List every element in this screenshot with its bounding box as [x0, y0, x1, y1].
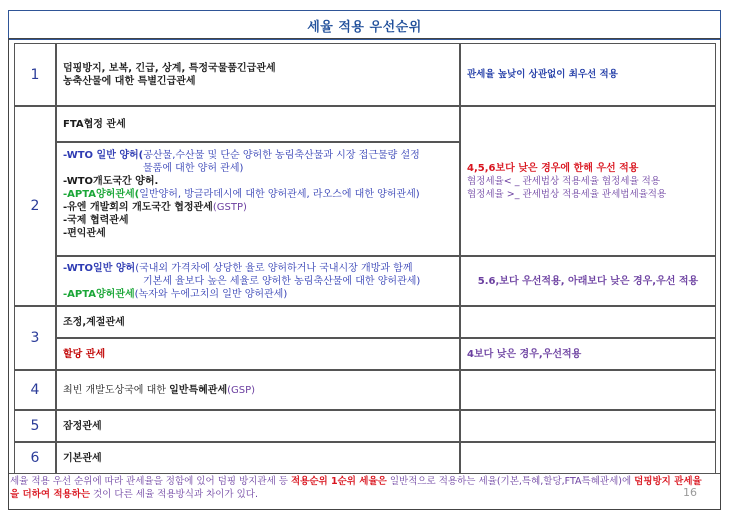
- wto-b-desc2: 기본세 율보다 높은 세율로 양허한 농림축산물에 대한 양허관세): [143, 275, 421, 287]
- un-conference: -유엔 개발회의 개도국간 협정관세: [63, 202, 213, 213]
- apta-b-prefix: -APTA양허관세: [63, 288, 135, 300]
- page-number: 16: [683, 486, 697, 499]
- page-title-box: [8, 10, 721, 40]
- row2-right-a-line1: 4,5,6보다 낮은 경우에 한해 우선 적용: [467, 162, 639, 174]
- priority-table: [8, 38, 721, 510]
- row4-post: (GSP): [227, 384, 256, 396]
- row2-right-b-text: 5.6,보다 우선적용, 아래보다 낮은 경우,우선 적용: [477, 275, 699, 287]
- row3-right-b-text: 4보다 낮은 경우,우선적용: [467, 348, 582, 360]
- row1-number: 1: [14, 43, 56, 106]
- note-p1: 세율 적용 우선 순위에 따라 관세율을 정함에 있어 덤핑 방지관세 등: [10, 476, 291, 487]
- row2-right-a-line3: 협정세율 >_ 관세법상 적용세율 관세법세율적용: [467, 188, 667, 200]
- row1-line1: 덤핑방지, 보복, 긴급, 상계, 특정국물품긴급관세: [63, 62, 276, 74]
- page-title: 세율 적용 우선순위: [307, 19, 422, 35]
- wto-general-desc: 공산물,수산물 및 단순 양허한 농림축산물과 시장 접근물량 설정: [143, 150, 420, 161]
- row2-number: 2: [14, 106, 56, 306]
- row4-bold: 일반특혜관세: [169, 384, 228, 396]
- row3-b: [56, 338, 460, 370]
- row1-content: [56, 43, 460, 106]
- footnote: [10, 475, 710, 501]
- row6-number: 6: [14, 442, 56, 474]
- apta-prefix: -APTA양허관세(: [63, 189, 140, 200]
- row6-right: [460, 442, 716, 474]
- row2-fta: [56, 106, 460, 142]
- un-gstp: (GSTP): [212, 202, 247, 213]
- row2-right-a-line2: 협정세율< _ 관세법상 적용세율 협정세율 적용: [467, 175, 660, 187]
- note-p5: 덤핑방지 관세율을 더하여 적용하는: [10, 476, 702, 500]
- apta-desc: 일반양허, 방글라데시에 대한 양허관세, 라오스에 대한 양허관세): [139, 189, 420, 200]
- row2-right-a: [460, 106, 716, 256]
- wto-developing: -WTO개도국간 양허.: [63, 176, 159, 187]
- wto-general-prefix: -WTO 일반 양허(: [63, 150, 144, 161]
- row2-fta-text: FTA협정 관세: [63, 118, 126, 130]
- intl-coop: -국제 협력관세: [63, 215, 129, 226]
- wto-general-desc2: 물품에 대한 양허 관세): [143, 163, 244, 174]
- row1-line2: 농축산물에 대한 특별긴급관세: [63, 75, 196, 87]
- note-p6: 것이 다른 세율 적용방식과 차이가 있다.: [90, 489, 259, 500]
- row3-number: 3: [14, 306, 56, 370]
- row5-text: 잠정관세: [63, 420, 102, 432]
- note-p3: 일반적으로 적용하는 세율: [386, 476, 497, 487]
- row3-right-b: [460, 338, 716, 370]
- note-p4: (기본,특혜,할당,FTA특혜관세)에: [496, 476, 635, 487]
- note-p2: 적용순위 1순위 세율은: [291, 476, 387, 487]
- row5-content: [56, 410, 460, 442]
- row2-right-b: [460, 256, 716, 306]
- row4-content: [56, 370, 460, 410]
- row4-pre: 최빈 개발도상국에 대한: [63, 384, 170, 396]
- row5-right: [460, 410, 716, 442]
- wto-b-desc: (국내외 가격차에 상당한 율로 양허하거나 국내시장 개방과 함께: [135, 262, 413, 274]
- row2-group-a: [56, 142, 460, 256]
- row1-right: [460, 43, 716, 106]
- preferential: -편익관세: [63, 228, 106, 239]
- row4-right: [460, 370, 716, 410]
- note-divider: [9, 473, 720, 474]
- row6-content: [56, 442, 460, 474]
- row5-number: 5: [14, 410, 56, 442]
- wto-b-prefix: -WTO일반 양허: [63, 262, 136, 274]
- row3-b-text: 할당 관세: [63, 348, 106, 360]
- row3-right-a: [460, 306, 716, 338]
- apta-b-desc: (녹자와 누에고치의 일반 양허관세): [134, 288, 288, 300]
- row4-number: 4: [14, 370, 56, 410]
- row3-a-text: 조정,계절관세: [63, 316, 125, 328]
- row1-right-text: 관세율 높낮이 상관없이 최우선 적용: [467, 69, 618, 80]
- row2-group-b: [56, 256, 460, 306]
- row6-text: 기본관세: [63, 452, 102, 464]
- row3-a: [56, 306, 460, 338]
